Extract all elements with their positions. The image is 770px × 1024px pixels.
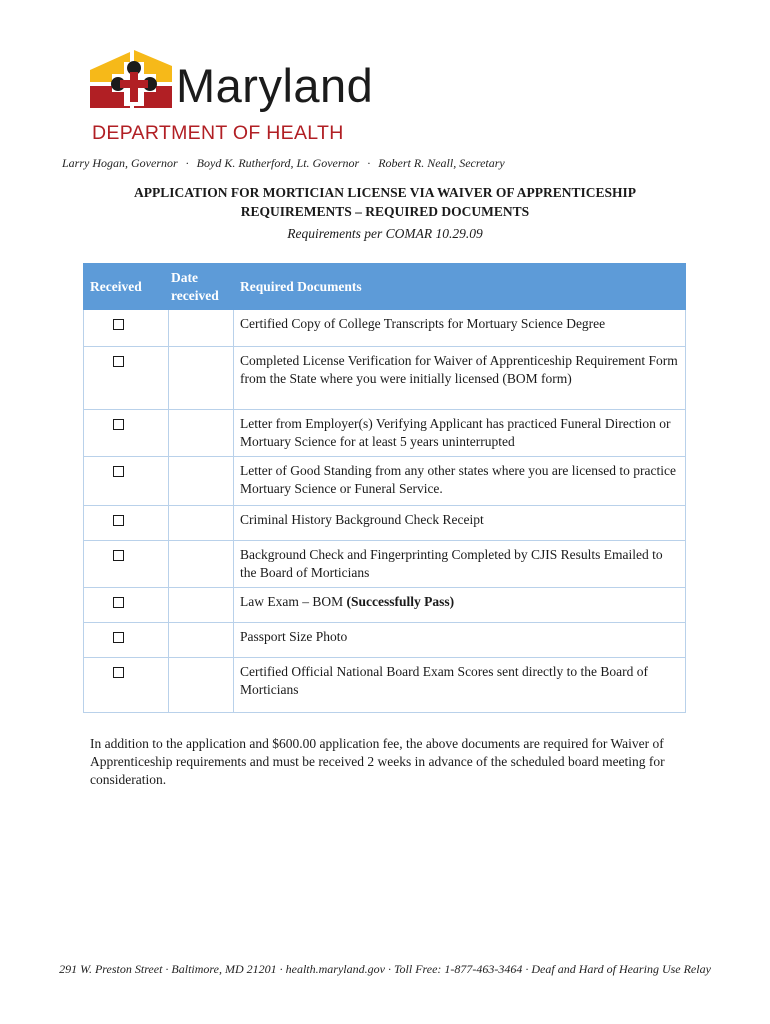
date-received-cell[interactable] bbox=[169, 347, 234, 410]
received-cell bbox=[84, 506, 169, 541]
officials-line bbox=[62, 156, 702, 171]
received-checkbox[interactable] bbox=[113, 667, 124, 678]
footer-address: 291 W. Preston Street bbox=[59, 962, 163, 976]
secretary: Robert R. Neall, Secretary bbox=[378, 156, 505, 170]
footer-website[interactable]: health.maryland.gov bbox=[285, 962, 385, 976]
governor: Larry Hogan, Governor bbox=[62, 156, 178, 170]
received-cell-inner bbox=[84, 588, 168, 622]
document-text: Certified Copy of College Transcripts for Mortuary Science Degree bbox=[240, 316, 606, 331]
document-text: Completed License Verification for Waiver of Apprenticeship Requirement Form from the State where you were initially licensed (BOM form) bbox=[240, 353, 678, 386]
received-cell-inner bbox=[84, 623, 168, 657]
document-description bbox=[234, 347, 686, 410]
document-row bbox=[84, 347, 686, 410]
document-text: Criminal History Background Check Receipt bbox=[240, 512, 484, 527]
received-checkbox[interactable] bbox=[113, 319, 124, 330]
document-text: Letter from Employer(s) Verifying Applicant has practiced Funeral Direction or Mortuary Science for at least 5 years uninterrupted bbox=[240, 416, 671, 449]
received-cell-inner bbox=[84, 410, 168, 456]
received-cell bbox=[84, 410, 169, 457]
header-date-line-2: received bbox=[171, 287, 219, 303]
date-received-cell[interactable] bbox=[169, 310, 234, 347]
received-cell bbox=[84, 623, 169, 658]
date-received-cell[interactable] bbox=[169, 623, 234, 658]
header-received: Received bbox=[84, 264, 169, 310]
received-cell bbox=[84, 541, 169, 588]
date-received-cell[interactable] bbox=[169, 457, 234, 506]
logo-wordmark: Maryland bbox=[176, 59, 374, 112]
received-checkbox[interactable] bbox=[113, 419, 124, 430]
document-description bbox=[234, 310, 686, 347]
required-documents-table bbox=[83, 263, 686, 713]
received-cell-inner bbox=[84, 310, 168, 346]
date-received-cell[interactable] bbox=[169, 410, 234, 457]
separator: · bbox=[525, 962, 529, 976]
received-cell-inner bbox=[84, 347, 168, 409]
document-text: Letter of Good Standing from any other states where you are licensed to practice Mortuary Science or Funeral Service. bbox=[240, 463, 676, 496]
separator: · bbox=[185, 156, 189, 170]
document-row bbox=[84, 623, 686, 658]
document-description bbox=[234, 541, 686, 588]
table-body bbox=[84, 310, 686, 713]
document-row bbox=[84, 506, 686, 541]
header-date-received bbox=[169, 264, 234, 310]
document-row bbox=[84, 588, 686, 623]
received-cell-inner bbox=[84, 541, 168, 587]
received-checkbox[interactable] bbox=[113, 515, 124, 526]
header-date-line-1: Date bbox=[171, 269, 198, 285]
received-checkbox[interactable] bbox=[113, 466, 124, 477]
received-cell bbox=[84, 588, 169, 623]
document-text: Background Check and Fingerprinting Completed by CJIS Results Emailed to the Board of Morticians bbox=[240, 547, 663, 580]
date-received-cell[interactable] bbox=[169, 506, 234, 541]
received-cell bbox=[84, 347, 169, 410]
separator: · bbox=[387, 962, 391, 976]
footer-contact-line bbox=[40, 962, 730, 977]
received-cell-inner bbox=[84, 506, 168, 540]
received-cell-inner bbox=[84, 658, 168, 712]
document-description bbox=[234, 623, 686, 658]
document-row bbox=[84, 541, 686, 588]
document-description bbox=[234, 658, 686, 713]
separator: · bbox=[165, 962, 169, 976]
document-description bbox=[234, 588, 686, 623]
received-cell bbox=[84, 658, 169, 713]
received-checkbox[interactable] bbox=[113, 597, 124, 608]
document-text: Passport Size Photo bbox=[240, 629, 348, 644]
title-line-1: APPLICATION FOR MORTICIAN LICENSE VIA WAIVER OF APPRENTICESHIP bbox=[134, 185, 636, 200]
document-text: Certified Official National Board Exam Scores sent directly to the Board of Morticians bbox=[240, 664, 649, 697]
date-received-cell[interactable] bbox=[169, 658, 234, 713]
received-cell bbox=[84, 457, 169, 506]
fee-notice-paragraph: In addition to the application and $600.00 application fee, the above documents are required for Waiver of Apprenticeship requirements and must be received 2 weeks in advance of the scheduled board meeting for consideration. bbox=[90, 736, 665, 787]
page-title bbox=[60, 183, 710, 221]
received-checkbox[interactable] bbox=[113, 632, 124, 643]
document-description bbox=[234, 506, 686, 541]
maryland-flag-icon bbox=[90, 48, 176, 112]
footer-relay: Deaf and Hard of Hearing Use Relay bbox=[531, 962, 711, 976]
document-row bbox=[84, 310, 686, 347]
received-checkbox[interactable] bbox=[113, 550, 124, 561]
document-row bbox=[84, 457, 686, 506]
page-subtitle: Requirements per COMAR 10.29.09 bbox=[287, 226, 483, 241]
title-line-2: REQUIREMENTS – REQUIRED DOCUMENTS bbox=[240, 204, 530, 219]
separator: · bbox=[279, 962, 283, 976]
footer-phone: Toll Free: 1-877-463-3464 bbox=[393, 962, 523, 976]
date-received-cell[interactable] bbox=[169, 541, 234, 588]
separator: · bbox=[367, 156, 371, 170]
document-emphasis: (Successfully Pass) bbox=[346, 594, 455, 609]
document-description bbox=[234, 410, 686, 457]
logo-department: DEPARTMENT OF HEALTH bbox=[92, 122, 344, 144]
document-description bbox=[234, 457, 686, 506]
footer-city: Baltimore, MD 21201 bbox=[171, 962, 277, 976]
maryland-health-logo bbox=[90, 48, 435, 144]
date-received-cell[interactable] bbox=[169, 588, 234, 623]
lt-governor: Boyd K. Rutherford, Lt. Governor bbox=[196, 156, 360, 170]
document-text: Law Exam – BOM bbox=[240, 594, 347, 609]
document-row bbox=[84, 658, 686, 713]
table-header-row bbox=[84, 264, 686, 310]
header-required-documents: Required Documents bbox=[234, 264, 686, 310]
received-cell-inner bbox=[84, 457, 168, 505]
received-cell bbox=[84, 310, 169, 347]
document-row bbox=[84, 410, 686, 457]
received-checkbox[interactable] bbox=[113, 356, 124, 367]
